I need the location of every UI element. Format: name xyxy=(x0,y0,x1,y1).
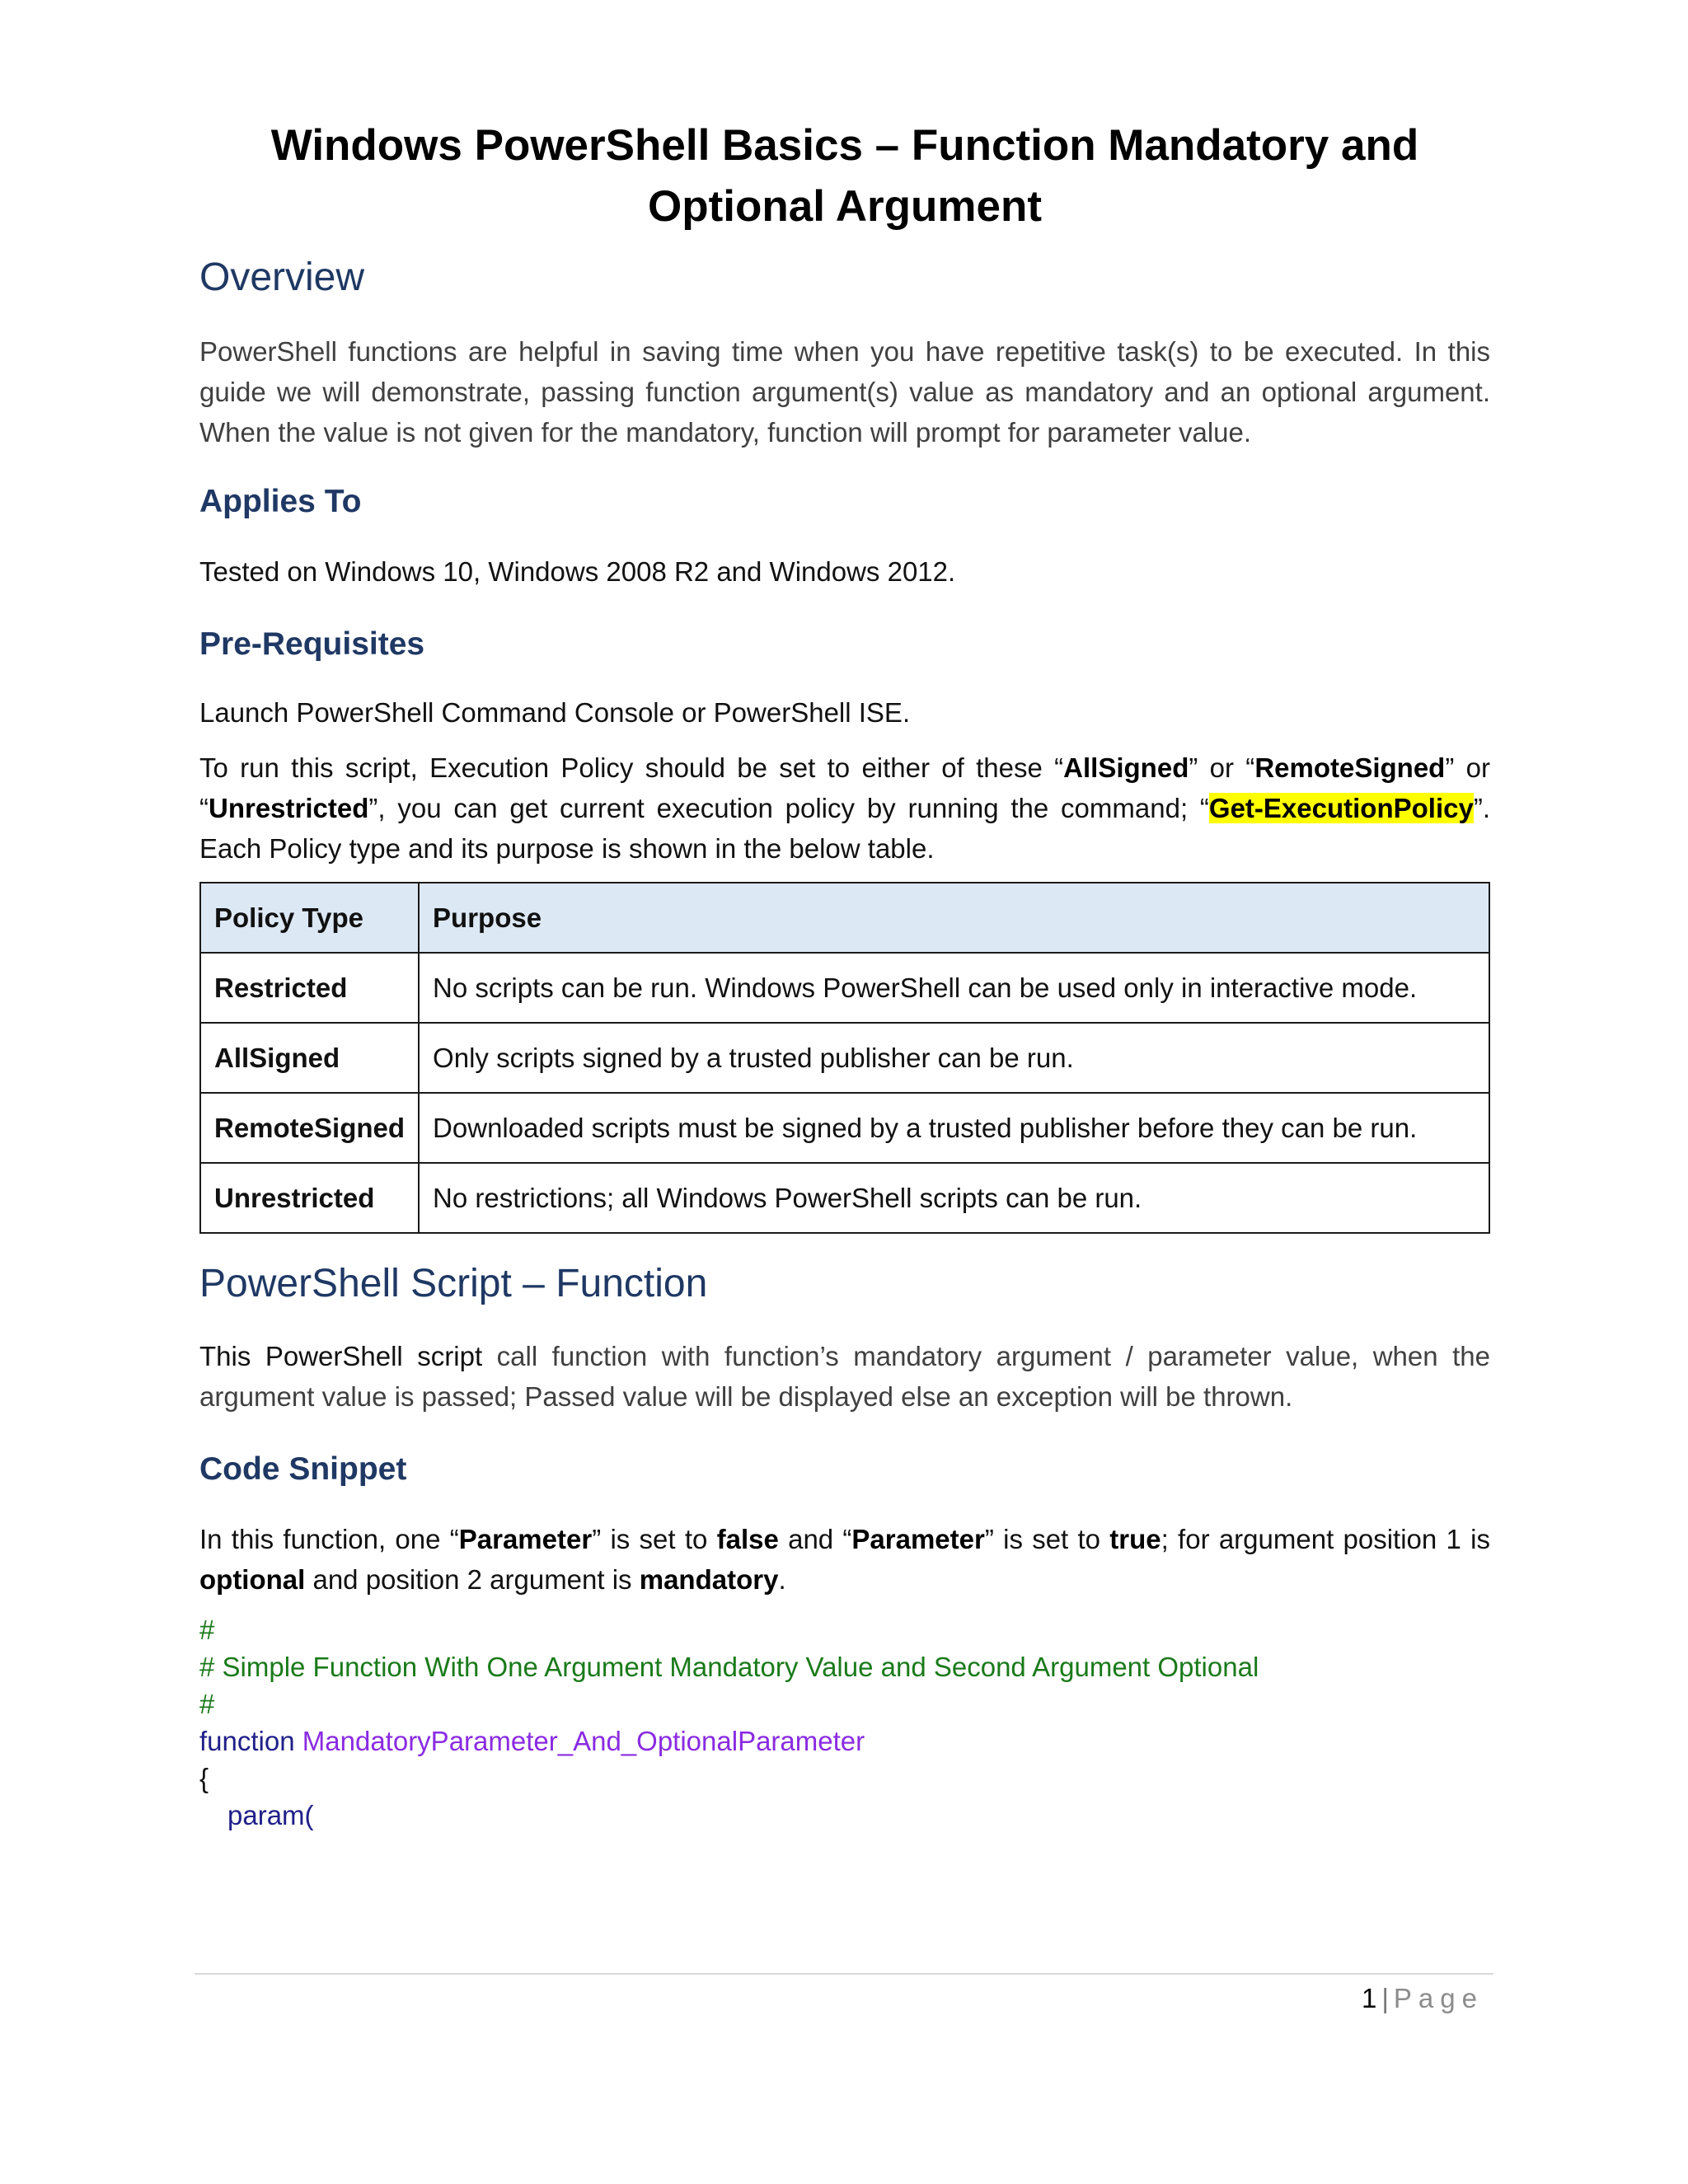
code-comment-line: # xyxy=(199,1689,215,1719)
function-keyword: function xyxy=(199,1726,295,1756)
policy-name-cell: RemoteSigned xyxy=(200,1093,419,1163)
code-snippet-heading: Code Snippet xyxy=(199,1451,407,1487)
unrestricted-term: Unrestricted xyxy=(209,793,369,823)
code-snippet-intro: In this function, one “Parameter” is set to false and “Parameter” is set to true; for argument position 1 is optional and position 2 argument is mandatory. xyxy=(199,1524,1490,1595)
footer-separator: | xyxy=(1381,1983,1389,2013)
document-title xyxy=(199,115,1490,237)
code-brace-line: { xyxy=(199,1763,209,1793)
script-function-heading: PowerShell Script – Function xyxy=(199,1262,708,1305)
script-function-text: This PowerShell script call function with function’s mandatory argument / parameter value, when the argument value is passed; Passed value will be displayed else an exception will be thrown. xyxy=(199,1341,1490,1412)
policy-purpose-cell: No scripts can be run. Windows PowerShell can be used only in interactive mode. xyxy=(419,953,1489,1023)
purpose-header: Purpose xyxy=(419,883,1489,953)
table-row xyxy=(200,1093,1489,1163)
table-row xyxy=(200,1163,1489,1233)
prerequisites-heading: Pre-Requisites xyxy=(199,626,425,662)
function-name: MandatoryParameter_And_OptionalParameter xyxy=(302,1726,865,1756)
table-row xyxy=(200,953,1489,1023)
policy-name-cell: Unrestricted xyxy=(200,1163,419,1233)
document-body xyxy=(199,115,1490,1834)
prerequisites-line-1: Launch PowerShell Command Console or PowerShell ISE. xyxy=(199,697,911,728)
page-footer xyxy=(1362,1978,1484,2019)
title-line-2: Optional Argument xyxy=(648,182,1042,231)
policy-purpose-cell: No restrictions; all Windows PowerShell scripts can be run. xyxy=(419,1163,1489,1233)
title-line-1: Windows PowerShell Basics – Function Mandatory and xyxy=(270,121,1419,170)
page-label: Page xyxy=(1393,1983,1484,2013)
code-param-line: param( xyxy=(227,1800,314,1830)
table-row xyxy=(200,1023,1489,1093)
policy-purpose-cell: Only scripts signed by a trusted publisher can be run. xyxy=(419,1023,1489,1093)
footer-divider xyxy=(195,1973,1493,1975)
code-function-line xyxy=(199,1722,1490,1760)
code-block xyxy=(199,1611,1490,1834)
page-number: 1 xyxy=(1361,1983,1377,2013)
applies-to-text: Tested on Windows 10, Windows 2008 R2 and Windows 2012. xyxy=(199,556,956,587)
overview-text: PowerShell functions are helpful in saving time when you have repetitive task(s) to be executed. In this guide we will demonstrate, passing function argument(s) value as mandatory and an optional argument. When the value is not given for the mandatory, function will prompt for parameter value. xyxy=(199,336,1490,448)
policy-purpose-cell: Downloaded scripts must be signed by a trusted publisher before they can be run. xyxy=(419,1093,1489,1163)
policy-name-cell: Restricted xyxy=(200,953,419,1023)
policy-table xyxy=(199,882,1490,1234)
overview-heading: Overview xyxy=(199,255,365,299)
remotesigned-term: RemoteSigned xyxy=(1254,752,1446,783)
policy-table-header-row xyxy=(200,883,1489,953)
policy-type-header: Policy Type xyxy=(200,883,419,953)
get-executionpolicy-highlight: Get-ExecutionPolicy xyxy=(1208,793,1474,823)
execution-policy-paragraph: To run this script, Execution Policy should be set to either of these “AllSigned” or “RemoteSigned” or “Unrestricted”, you can get current execution policy by running the command; “Get-ExecutionPolicy”. Each Policy type and its purpose is shown in the below table. xyxy=(199,752,1490,864)
code-comment-line: # Simple Function With One Argument Mandatory Value and Second Argument Optional xyxy=(199,1652,1259,1682)
policy-name-cell: AllSigned xyxy=(200,1023,419,1093)
code-comment-line: # xyxy=(199,1615,215,1645)
applies-to-heading: Applies To xyxy=(199,484,362,519)
allsigned-term: AllSigned xyxy=(1063,752,1189,783)
